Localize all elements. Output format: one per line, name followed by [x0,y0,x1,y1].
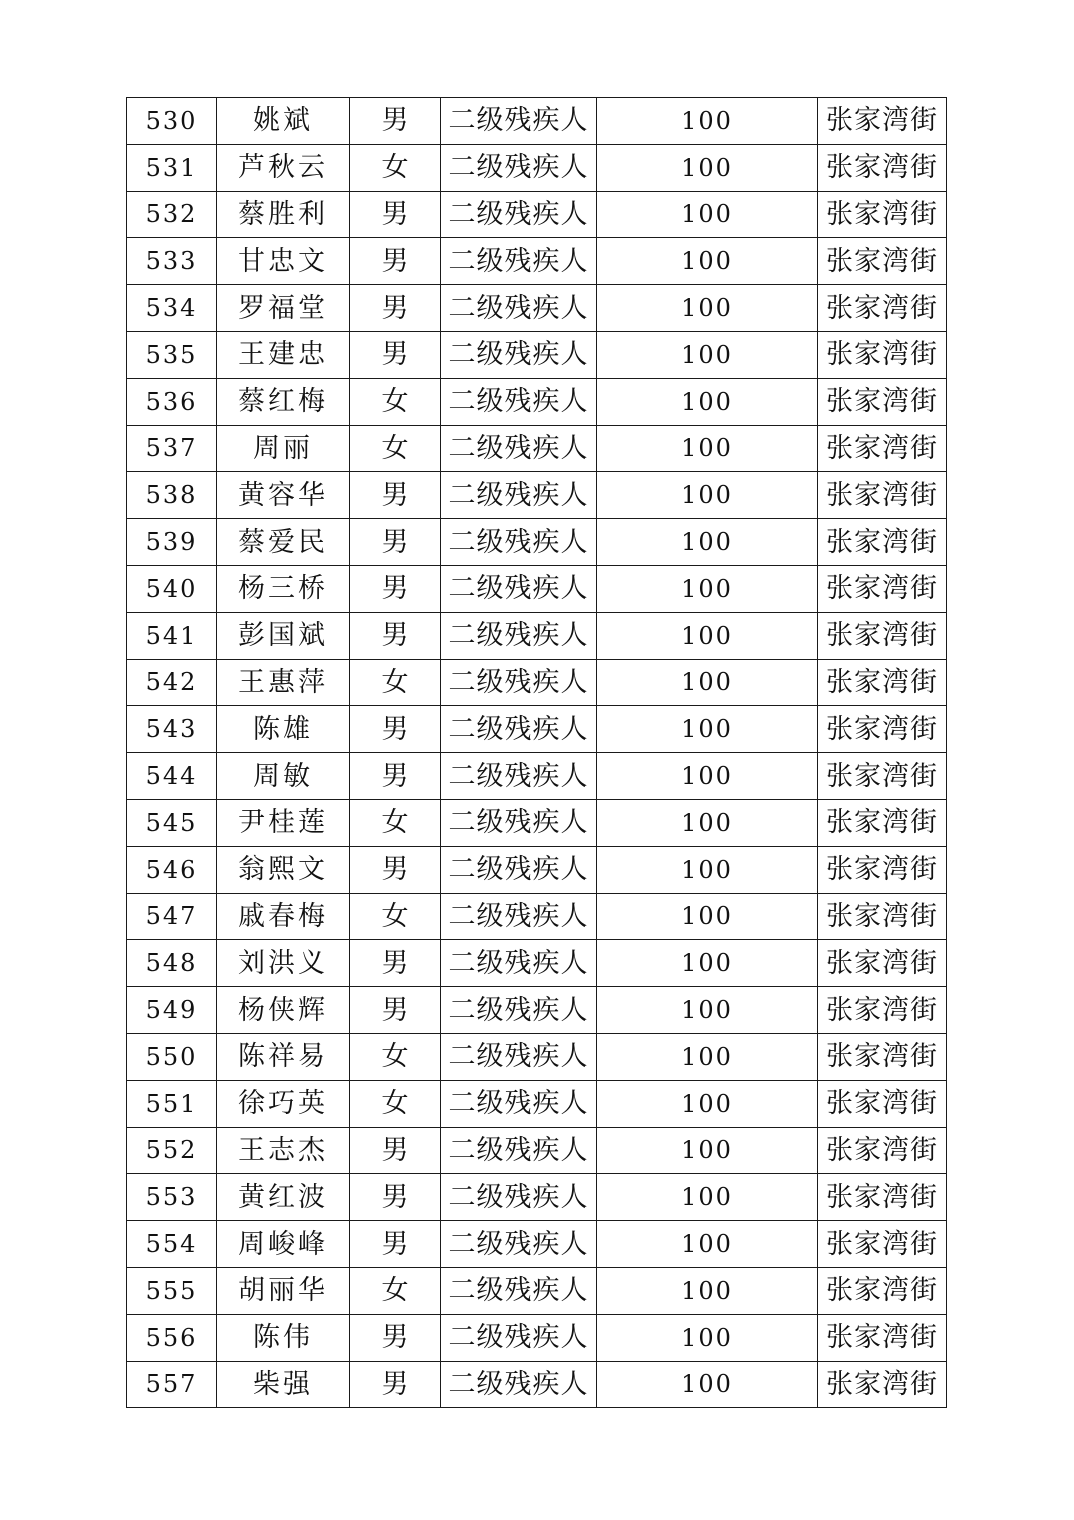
gender-cell: 男 [350,987,441,1034]
amount-cell: 100 [597,1033,818,1080]
table-row [127,893,947,940]
gender-cell: 男 [350,846,441,893]
name-cell: 蔡红梅 [217,378,350,425]
amount-cell: 100 [597,144,818,191]
row-number-cell: 530 [127,98,217,145]
row-number-cell: 546 [127,846,217,893]
disability-level-cell: 二级残疾人 [441,565,597,612]
street-cell: 张家湾街 [818,238,947,285]
row-number-cell: 538 [127,472,217,519]
gender-cell: 男 [350,1314,441,1361]
name-cell: 杨三桥 [217,565,350,612]
amount-cell: 100 [597,565,818,612]
disability-level-cell: 二级残疾人 [441,940,597,987]
amount-cell: 100 [597,472,818,519]
name-cell: 王建忠 [217,331,350,378]
amount-cell: 100 [597,706,818,753]
disability-level-cell: 二级残疾人 [441,1361,597,1408]
disability-level-cell: 二级残疾人 [441,1314,597,1361]
street-cell: 张家湾街 [818,565,947,612]
street-cell: 张家湾街 [818,846,947,893]
amount-cell: 100 [597,659,818,706]
name-cell: 罗福堂 [217,285,350,332]
disability-level-cell: 二级残疾人 [441,893,597,940]
row-number-cell: 536 [127,378,217,425]
disability-level-cell: 二级残疾人 [441,659,597,706]
row-number-cell: 550 [127,1033,217,1080]
name-cell: 周丽 [217,425,350,472]
table-row [127,378,947,425]
disability-level-cell: 二级残疾人 [441,846,597,893]
amount-cell: 100 [597,1267,818,1314]
table-row [127,191,947,238]
table-row [127,612,947,659]
disability-level-cell: 二级残疾人 [441,1174,597,1221]
row-number-cell: 540 [127,565,217,612]
name-cell: 胡丽华 [217,1267,350,1314]
gender-cell: 男 [350,1221,441,1268]
gender-cell: 男 [350,238,441,285]
row-number-cell: 547 [127,893,217,940]
gender-cell: 男 [350,472,441,519]
street-cell: 张家湾街 [818,1174,947,1221]
amount-cell: 100 [597,799,818,846]
table-row [127,472,947,519]
table-row [127,1221,947,1268]
row-number-cell: 533 [127,238,217,285]
table-row [127,1127,947,1174]
name-cell: 徐巧英 [217,1080,350,1127]
amount-cell: 100 [597,519,818,566]
name-cell: 戚春梅 [217,893,350,940]
row-number-cell: 537 [127,425,217,472]
row-number-cell: 542 [127,659,217,706]
amount-cell: 100 [597,1314,818,1361]
street-cell: 张家湾街 [818,519,947,566]
table-row [127,799,947,846]
street-cell: 张家湾街 [818,1361,947,1408]
row-number-cell: 534 [127,285,217,332]
disability-level-cell: 二级残疾人 [441,1267,597,1314]
street-cell: 张家湾街 [818,706,947,753]
disability-level-cell: 二级残疾人 [441,987,597,1034]
name-cell: 蔡胜利 [217,191,350,238]
disability-level-cell: 二级残疾人 [441,238,597,285]
gender-cell: 男 [350,191,441,238]
table-row [127,1267,947,1314]
disability-level-cell: 二级残疾人 [441,472,597,519]
name-cell: 王志杰 [217,1127,350,1174]
amount-cell: 100 [597,987,818,1034]
table-row [127,987,947,1034]
table-row [127,1080,947,1127]
row-number-cell: 549 [127,987,217,1034]
amount-cell: 100 [597,1361,818,1408]
street-cell: 张家湾街 [818,987,947,1034]
gender-cell: 女 [350,378,441,425]
table-row [127,285,947,332]
gender-cell: 男 [350,706,441,753]
row-number-cell: 545 [127,799,217,846]
street-cell: 张家湾街 [818,285,947,332]
row-number-cell: 541 [127,612,217,659]
gender-cell: 男 [350,1127,441,1174]
street-cell: 张家湾街 [818,98,947,145]
row-number-cell: 555 [127,1267,217,1314]
amount-cell: 100 [597,846,818,893]
row-number-cell: 557 [127,1361,217,1408]
table-row [127,706,947,753]
disability-level-cell: 二级残疾人 [441,1221,597,1268]
row-number-cell: 535 [127,331,217,378]
disability-level-cell: 二级残疾人 [441,706,597,753]
name-cell: 陈祥易 [217,1033,350,1080]
table-row [127,659,947,706]
disability-level-cell: 二级残疾人 [441,1080,597,1127]
street-cell: 张家湾街 [818,191,947,238]
street-cell: 张家湾街 [818,612,947,659]
amount-cell: 100 [597,191,818,238]
gender-cell: 男 [350,612,441,659]
name-cell: 柴强 [217,1361,350,1408]
gender-cell: 男 [350,565,441,612]
gender-cell: 男 [350,285,441,332]
disability-level-cell: 二级残疾人 [441,378,597,425]
street-cell: 张家湾街 [818,659,947,706]
name-cell: 芦秋云 [217,144,350,191]
street-cell: 张家湾街 [818,144,947,191]
disability-level-cell: 二级残疾人 [441,285,597,332]
row-number-cell: 556 [127,1314,217,1361]
name-cell: 陈雄 [217,706,350,753]
disability-level-cell: 二级残疾人 [441,98,597,145]
amount-cell: 100 [597,331,818,378]
name-cell: 杨侠辉 [217,987,350,1034]
disability-level-cell: 二级残疾人 [441,331,597,378]
table-row [127,238,947,285]
street-cell: 张家湾街 [818,1314,947,1361]
name-cell: 黄红波 [217,1174,350,1221]
name-cell: 周敏 [217,753,350,800]
gender-cell: 男 [350,940,441,987]
amount-cell: 100 [597,753,818,800]
gender-cell: 女 [350,1267,441,1314]
disability-level-cell: 二级残疾人 [441,1127,597,1174]
name-cell: 王惠萍 [217,659,350,706]
disability-level-cell: 二级残疾人 [441,425,597,472]
table-row [127,98,947,145]
street-cell: 张家湾街 [818,893,947,940]
row-number-cell: 551 [127,1080,217,1127]
row-number-cell: 554 [127,1221,217,1268]
street-cell: 张家湾街 [818,940,947,987]
disability-level-cell: 二级残疾人 [441,1033,597,1080]
table-row [127,425,947,472]
street-cell: 张家湾街 [818,1221,947,1268]
table-row [127,1174,947,1221]
table-row [127,846,947,893]
amount-cell: 100 [597,1174,818,1221]
gender-cell: 男 [350,1361,441,1408]
row-number-cell: 532 [127,191,217,238]
recipient-table [126,97,947,1408]
gender-cell: 男 [350,519,441,566]
row-number-cell: 548 [127,940,217,987]
table-row [127,1361,947,1408]
table-row [127,565,947,612]
amount-cell: 100 [597,893,818,940]
amount-cell: 100 [597,1221,818,1268]
gender-cell: 男 [350,1174,441,1221]
disability-level-cell: 二级残疾人 [441,519,597,566]
name-cell: 彭国斌 [217,612,350,659]
amount-cell: 100 [597,940,818,987]
table-row [127,1033,947,1080]
street-cell: 张家湾街 [818,1033,947,1080]
row-number-cell: 543 [127,706,217,753]
disability-level-cell: 二级残疾人 [441,799,597,846]
gender-cell: 女 [350,425,441,472]
amount-cell: 100 [597,285,818,332]
street-cell: 张家湾街 [818,331,947,378]
disability-level-cell: 二级残疾人 [441,191,597,238]
gender-cell: 女 [350,144,441,191]
gender-cell: 男 [350,331,441,378]
gender-cell: 女 [350,893,441,940]
name-cell: 蔡爱民 [217,519,350,566]
gender-cell: 女 [350,799,441,846]
recipient-table-body [127,98,947,1408]
amount-cell: 100 [597,238,818,285]
disability-level-cell: 二级残疾人 [441,612,597,659]
gender-cell: 女 [350,1033,441,1080]
amount-cell: 100 [597,425,818,472]
name-cell: 陈伟 [217,1314,350,1361]
row-number-cell: 544 [127,753,217,800]
row-number-cell: 539 [127,519,217,566]
gender-cell: 女 [350,1080,441,1127]
disability-level-cell: 二级残疾人 [441,144,597,191]
street-cell: 张家湾街 [818,799,947,846]
street-cell: 张家湾街 [818,472,947,519]
table-row [127,144,947,191]
street-cell: 张家湾街 [818,378,947,425]
row-number-cell: 552 [127,1127,217,1174]
gender-cell: 男 [350,753,441,800]
table-row [127,331,947,378]
name-cell: 翁熙文 [217,846,350,893]
table-row [127,519,947,566]
name-cell: 甘忠文 [217,238,350,285]
street-cell: 张家湾街 [818,1127,947,1174]
street-cell: 张家湾街 [818,425,947,472]
name-cell: 周峻峰 [217,1221,350,1268]
name-cell: 姚斌 [217,98,350,145]
name-cell: 刘洪义 [217,940,350,987]
name-cell: 黄容华 [217,472,350,519]
row-number-cell: 553 [127,1174,217,1221]
name-cell: 尹桂莲 [217,799,350,846]
table-row [127,940,947,987]
street-cell: 张家湾街 [818,1080,947,1127]
table-row [127,753,947,800]
table-row [127,1314,947,1361]
amount-cell: 100 [597,378,818,425]
amount-cell: 100 [597,98,818,145]
row-number-cell: 531 [127,144,217,191]
street-cell: 张家湾街 [818,753,947,800]
amount-cell: 100 [597,612,818,659]
gender-cell: 女 [350,659,441,706]
street-cell: 张家湾街 [818,1267,947,1314]
amount-cell: 100 [597,1127,818,1174]
gender-cell: 男 [350,98,441,145]
amount-cell: 100 [597,1080,818,1127]
disability-level-cell: 二级残疾人 [441,753,597,800]
